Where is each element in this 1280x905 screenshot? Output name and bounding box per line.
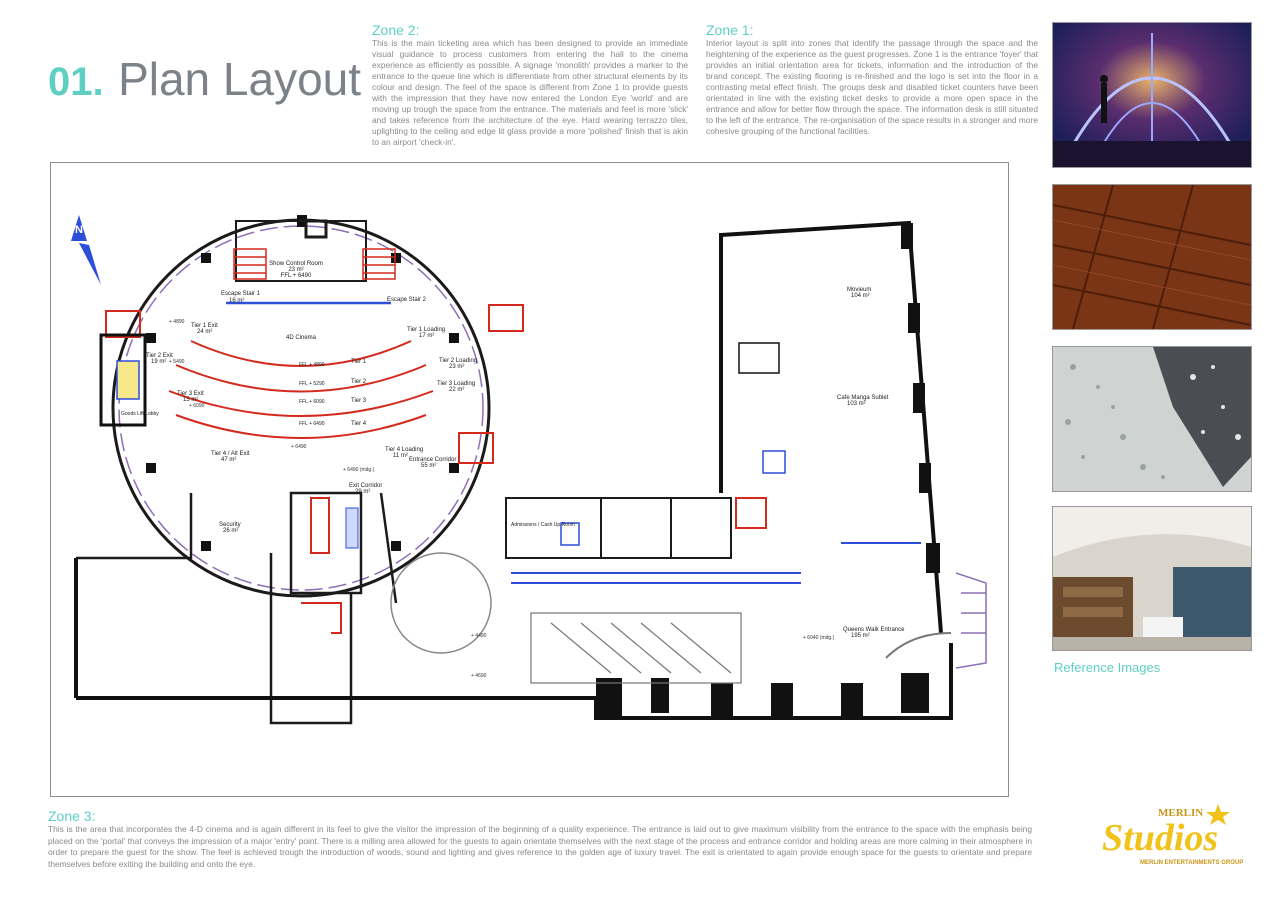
room-label: 4D Cinema	[285, 335, 317, 341]
room-area: 11 m²	[393, 453, 408, 459]
room-label: Tier 1 Loading	[407, 327, 446, 333]
queue-line	[531, 613, 741, 683]
room-label: Show Control Room	[269, 261, 323, 267]
lift-icon	[117, 361, 139, 399]
zone-1-text: Interior layout is split into zones that identify the passage through the space and the heightening of the experience as the guest progresses. Zone 1 is the entrance 'foyer' that provides an initial orientation area for tickets, information and the introduction of the brand concept. The existing flooring is re-finished and the logo is set into the floor in a contrasting metal effect finish. The groups desk and disabled ticket counters have been orientated in line with the existing ticket desks to provide a more open space in the entrance and allow for better flow through the space. The information desk is still situated to the left of the entrance. The re-organisation of the space results in a stronger and more cohesive grouping of the functional facilities.	[706, 38, 1038, 136]
room-label: Queens Walk Entrance	[843, 627, 905, 633]
ticket-desks	[511, 573, 801, 583]
stair-right	[739, 343, 779, 373]
room-label: Tier 1 Exit	[191, 323, 218, 329]
room-label: Entrance Corridor	[409, 457, 457, 463]
room-area: 19 m²	[151, 359, 167, 365]
admissions-rooms	[506, 498, 731, 558]
room-label: Security	[219, 522, 241, 528]
room-label: Movieum	[847, 287, 872, 293]
title-number: 01.	[48, 60, 104, 104]
svg-text:+ 4890: + 4890	[169, 319, 185, 325]
tier-level: FFL + 5290	[299, 381, 325, 387]
room-area: 26 m²	[223, 528, 239, 534]
reference-image-interior	[1052, 506, 1252, 651]
spot-levels	[169, 319, 835, 679]
room-level: FFL + 6490	[280, 273, 312, 279]
zone-3-text: This is the area that incorporates the 4-D cinema and is again different in its feel to give the visitor the impression of the beginning of a quality experience. The entrance is laid out to give maximum visibility from the entrance to the space with the emphasis being placed on the 'portal' that conveys the impression of a major 'entry' point. There is a milling area allowed for the guests to again orientate themselves with the next stage of the process and entrance corridor and holding areas are more calming in their atmosphere in order to prepare the guest for the show. The feel is achieved trough the introduction of woods, sound and lighting and gives reference to the golden age of luxury travel. The exit is orientated to again provide enough space for the guests to orientate and prepare themselves before exiting the building and onto the eye.	[48, 824, 1032, 869]
info-desk-red	[736, 498, 766, 528]
tier-label: Tier 1	[351, 359, 367, 365]
room-label: Escape Stair 2	[387, 297, 427, 303]
entrance-desk	[886, 633, 951, 658]
room-area: 55 m²	[421, 463, 437, 469]
room-label: Tier 3 Exit	[177, 391, 204, 397]
room-area: 17 m²	[419, 333, 435, 339]
room-label: Tier 4 Loading	[385, 447, 424, 453]
room-label: Cafe Manga Sublet	[837, 395, 889, 401]
compass-label: N	[75, 224, 83, 236]
svg-text:+ 6490: + 6490	[291, 444, 307, 450]
room-area: 29 m²	[355, 489, 371, 495]
room-label: Exit Corridor	[349, 483, 383, 489]
wc-block	[346, 508, 358, 548]
svg-text:+ 4490: + 4490	[471, 633, 487, 639]
room-label: Goods Lift Lobby	[121, 411, 159, 417]
room-area: 23 m²	[449, 364, 465, 370]
tier-level: FFL + 4890	[299, 362, 325, 368]
reference-image-capsule	[1052, 22, 1252, 168]
zone-2-text: This is the main ticketing area which has been designed to provide an immediate visual guidance to process customers from entering the hall to the cinema experience as efficiently as possible. A signage 'monolith' provides a marker to the entrance to the queue line which is differentiate from other structural elements by its colour and design. The feel of the space is different from Zone 1 to provide guests with the impression that they have now entered the London Eye 'world' and are moving up trough the space from the entrance. The materials and feel is more 'slick' and takes reference from the architecture of the eye. Hard wearing terrazzo tiles, uplighting to the ceiling and edge lit glass provide a more 'polished' finish that is akin to an airport 'check-in'.	[372, 38, 688, 147]
exit-corridor-red	[301, 498, 341, 633]
tier-level: FFL + 6090	[299, 399, 325, 405]
room-area: 195 m²	[851, 633, 870, 639]
room-area: 16 m²	[229, 298, 245, 304]
svg-text:+ 6040 (mdg.): + 6040 (mdg.)	[803, 635, 835, 641]
right-block-walls	[721, 223, 941, 633]
title-text: Plan Layout	[118, 53, 362, 105]
room-area: 104 m²	[851, 293, 870, 299]
room-label: Admissions / Cash Up Room	[511, 522, 575, 528]
room-label: Escape Stair 1	[221, 291, 261, 297]
floor-plan	[50, 162, 1009, 797]
room-area: 24 m²	[197, 329, 213, 335]
zone-3-block	[48, 808, 1032, 870]
tier-label: Tier 4	[351, 421, 367, 427]
entrance-doors	[956, 573, 986, 668]
lift-3-icon	[763, 451, 785, 473]
tier-label: Tier 3	[351, 398, 367, 404]
room-label: Tier 4 / Alt Exit	[211, 451, 250, 457]
svg-text:+ 4690: + 4690	[471, 673, 487, 679]
zone-2-heading: Zone 2:	[372, 22, 420, 38]
floor-plan-drawing	[51, 163, 1008, 796]
room-label: Tier 3 Loading	[437, 381, 476, 387]
page-title	[48, 52, 361, 106]
reference-image-wood	[1052, 184, 1252, 330]
room-area: 47 m²	[221, 457, 237, 463]
room-label: Tier 2 Exit	[146, 353, 173, 359]
zone-1-heading: Zone 1:	[706, 22, 754, 38]
svg-text:+ 5490: + 5490	[169, 359, 185, 365]
wall-piers	[596, 673, 929, 718]
tier-label: Tier 2	[351, 379, 367, 385]
north-compass-icon	[71, 215, 101, 285]
room-label: Tier 2 Loading	[439, 358, 478, 364]
room-area: 15 m²	[183, 397, 199, 403]
logo-top-text: MERLIN	[1158, 807, 1204, 819]
zone-2-block	[372, 22, 688, 148]
room-area: 23 m²	[288, 267, 304, 273]
reference-image-terrazzo	[1052, 346, 1252, 492]
zone-1-block	[706, 22, 1038, 137]
svg-text:+ 6090: + 6090	[189, 403, 205, 409]
svg-text:+ 6490 (mdg.): + 6490 (mdg.)	[343, 467, 375, 473]
logo-main-text: Studios	[1102, 817, 1219, 859]
tier-level: FFL + 6490	[299, 421, 325, 427]
logo-sub-text: MERLIN ENTERTAINMENTS GROUP	[1140, 860, 1244, 866]
zone-3-heading: Zone 3:	[48, 808, 96, 824]
merlin-studios-logo	[1100, 802, 1250, 868]
room-area: 103 m²	[847, 401, 866, 407]
room-area: 22 m²	[449, 387, 465, 393]
reference-images-label: Reference Images	[1054, 660, 1161, 675]
